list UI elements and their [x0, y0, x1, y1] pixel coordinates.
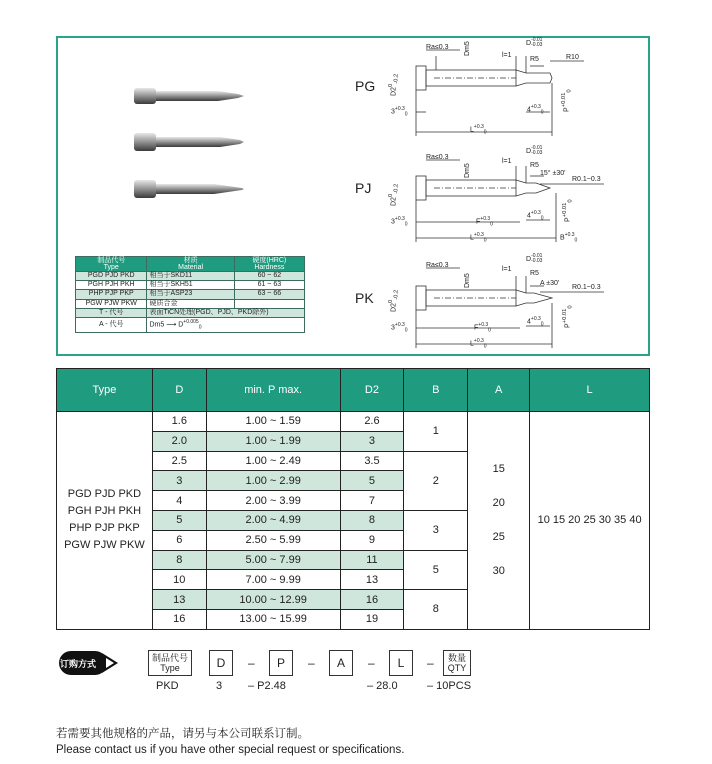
a-cell: 15 20 25 30	[468, 412, 530, 630]
mat-row: PGH PJH PKH 相当于SKH51 61 ~ 63	[76, 281, 305, 290]
table-row: 5 2.00 ~ 4.99 8 3	[57, 510, 650, 530]
pk-f: $F^{+0.3}_0$	[474, 322, 491, 334]
table-row: 8 5.00 ~ 7.99 11 5	[57, 550, 650, 570]
pk-l1: l=1	[502, 266, 512, 273]
material-table	[75, 256, 305, 333]
pk-l: $L^{+0.3}_0$	[470, 338, 487, 350]
pj-p: $P^{+0.01}_0$	[562, 199, 574, 222]
pg-r5: R5	[530, 56, 539, 63]
b-cell: 8	[404, 590, 468, 630]
pk-d2: $D2^0_{-0.2}$	[388, 289, 400, 312]
pg-ra: Ra≤0.3	[426, 44, 449, 51]
mat-row: PGW PJW PKW 硬质合金	[76, 299, 305, 308]
b-cell: 1	[404, 412, 468, 452]
pg-d2: $D2^0_{-0.2}$	[388, 73, 400, 96]
pj-l: $L^{+0.3}_0$	[470, 232, 487, 244]
pg-l: $L^{+0.3}_0$	[470, 124, 487, 136]
pg-title: PG	[355, 78, 376, 94]
note-en: Please contact us if you have other special request or specifications.	[56, 744, 405, 756]
table-row: PGD PJD PKD PGH PJH PKH PHP PJP PKP PGW PJW PKW 1.6 1.00 ~ 1.59 2.6 1 15 20 25 30 10 15 20 25 30 35 40	[57, 412, 650, 432]
table-row: 4 2.00 ~ 3.99 7	[57, 491, 650, 511]
pk-r01: R0.1~0.3	[572, 284, 601, 291]
pj-f: $F^{+0.3}_0$	[476, 216, 493, 228]
mat-row: PHP PJP PKP 相当于ASP23 63 ~ 66	[76, 290, 305, 299]
order-p-box: P	[269, 650, 293, 676]
pk-b3: $3^{+0.3}_0$	[391, 322, 408, 334]
pg-l1: l=1	[502, 52, 512, 59]
pg-b3: $3^{+0.3}_0$	[391, 106, 408, 118]
header-d: D	[152, 369, 206, 412]
pj-l1: l=1	[502, 158, 512, 165]
pj-r01: R0.1~0.3	[572, 176, 601, 183]
pk-r5: R5	[530, 270, 539, 277]
order-qty-box: 数量 QTY	[443, 650, 471, 676]
note-cn: 若需要其他规格的产品，请另与本公司联系订制。	[56, 728, 309, 740]
pj-four: $4^{+0.3}_0$	[527, 210, 544, 222]
arrow-right-icon: ⟶	[166, 321, 177, 329]
example-p: – P2.48	[248, 680, 286, 692]
table-row: 2.5 1.00 ~ 2.49 3.5 2	[57, 451, 650, 471]
pk-pin-image	[130, 178, 245, 202]
b-cell: 5	[404, 550, 468, 590]
example-l: – 28.0	[367, 680, 398, 692]
pg-drawing	[380, 36, 620, 146]
header-p: min. P max.	[206, 369, 340, 412]
spec-table	[56, 368, 650, 630]
example-d: 3	[216, 680, 223, 692]
pj-ra: Ra≤0.3	[426, 154, 449, 161]
pg-four: $4^{+0.3}_0$	[527, 104, 544, 116]
mat-header-material: 材质 Material	[147, 257, 234, 272]
example-qty: – 10PCS	[427, 680, 472, 692]
pk-dm5: Dm5	[464, 273, 471, 288]
mat-header-type: 制品代号 Type	[76, 257, 147, 272]
pj-r5: R5	[530, 162, 539, 169]
order-badge-label: 订购方式	[60, 659, 97, 669]
pg-pin-image	[130, 86, 245, 106]
pj-b: $B^{+0.3}_0$	[560, 232, 578, 244]
pg-r10: R10	[566, 54, 579, 61]
pk-title: PK	[355, 290, 374, 306]
pj-pin-image	[130, 131, 245, 155]
table-row: 6 2.50 ~ 5.99 9	[57, 530, 650, 550]
table-row: 13 10.00 ~ 12.99 16 8	[57, 590, 650, 610]
pj-drawing	[380, 145, 620, 248]
order-section: 订购方式 制品代号 Type D – P – A – L – 数量 QTY PKD 3 – P2.48 – 28.0 – 10PCS	[56, 648, 656, 698]
header-l: L	[530, 369, 650, 412]
pj-d-tol: D-0.01 -0.03	[526, 145, 543, 156]
pg-d-tol: D-0.01 -0.03	[526, 37, 543, 48]
order-type-box: 制品代号 Type	[148, 650, 192, 676]
pj-title: PJ	[355, 180, 372, 196]
table-row: 2.0 1.00 ~ 1.99 3	[57, 431, 650, 451]
pk-ra: Ra≤0.3	[426, 262, 449, 269]
example-type: PKD	[156, 680, 179, 692]
b-cell: 3	[404, 510, 468, 550]
table-row: 3 1.00 ~ 2.99 5	[57, 471, 650, 491]
header-b: B	[404, 369, 468, 412]
mat-row-t-code: T - 代号 表面TiCN处理(PGD、PJD、PKD除外)	[76, 308, 305, 317]
header-a: A	[468, 369, 530, 412]
header-d2: D2	[340, 369, 404, 412]
l-cell: 10 15 20 25 30 35 40	[530, 412, 650, 630]
pj-angle: 15° ±30'	[540, 170, 566, 177]
pk-four: $4^{+0.3}_0$	[527, 316, 544, 328]
pk-drawing	[380, 253, 620, 356]
pj-d2: $D2^0_{-0.2}$	[388, 183, 400, 206]
order-a-box: A	[329, 650, 353, 676]
mat-header-hardness: 硬度(HRC) Hardness	[234, 257, 304, 272]
mat-row-a-code: A - 代号 Dm5 ⟶ $D^{+0.005}_0$	[76, 318, 305, 333]
order-d-box: D	[209, 650, 233, 676]
pk-d-tol: D-0.01 -0.03	[526, 253, 543, 264]
b-cell: 2	[404, 451, 468, 510]
order-l-box: L	[389, 650, 413, 676]
mat-row: PGD PJD PKD 相当于SKD11 60 ~ 62	[76, 272, 305, 281]
pj-b3: $3^{+0.3}_0$	[391, 216, 408, 228]
table-row: 16 13.00 ~ 15.99 19	[57, 609, 650, 629]
table-row: 10 7.00 ~ 9.99 13	[57, 570, 650, 590]
pg-dm5: Dm5	[464, 41, 471, 56]
header-type: Type	[57, 369, 153, 412]
pk-p: $P^{+0.01}_0$	[562, 305, 574, 328]
type-cell: PGD PJD PKD PGH PJH PKH PHP PJP PKP PGW PJW PKW	[57, 412, 153, 630]
pj-dm5: Dm5	[464, 163, 471, 178]
pk-angle: A ±30'	[540, 280, 560, 287]
pg-p: $P^{+0.01}_0$	[561, 89, 573, 112]
